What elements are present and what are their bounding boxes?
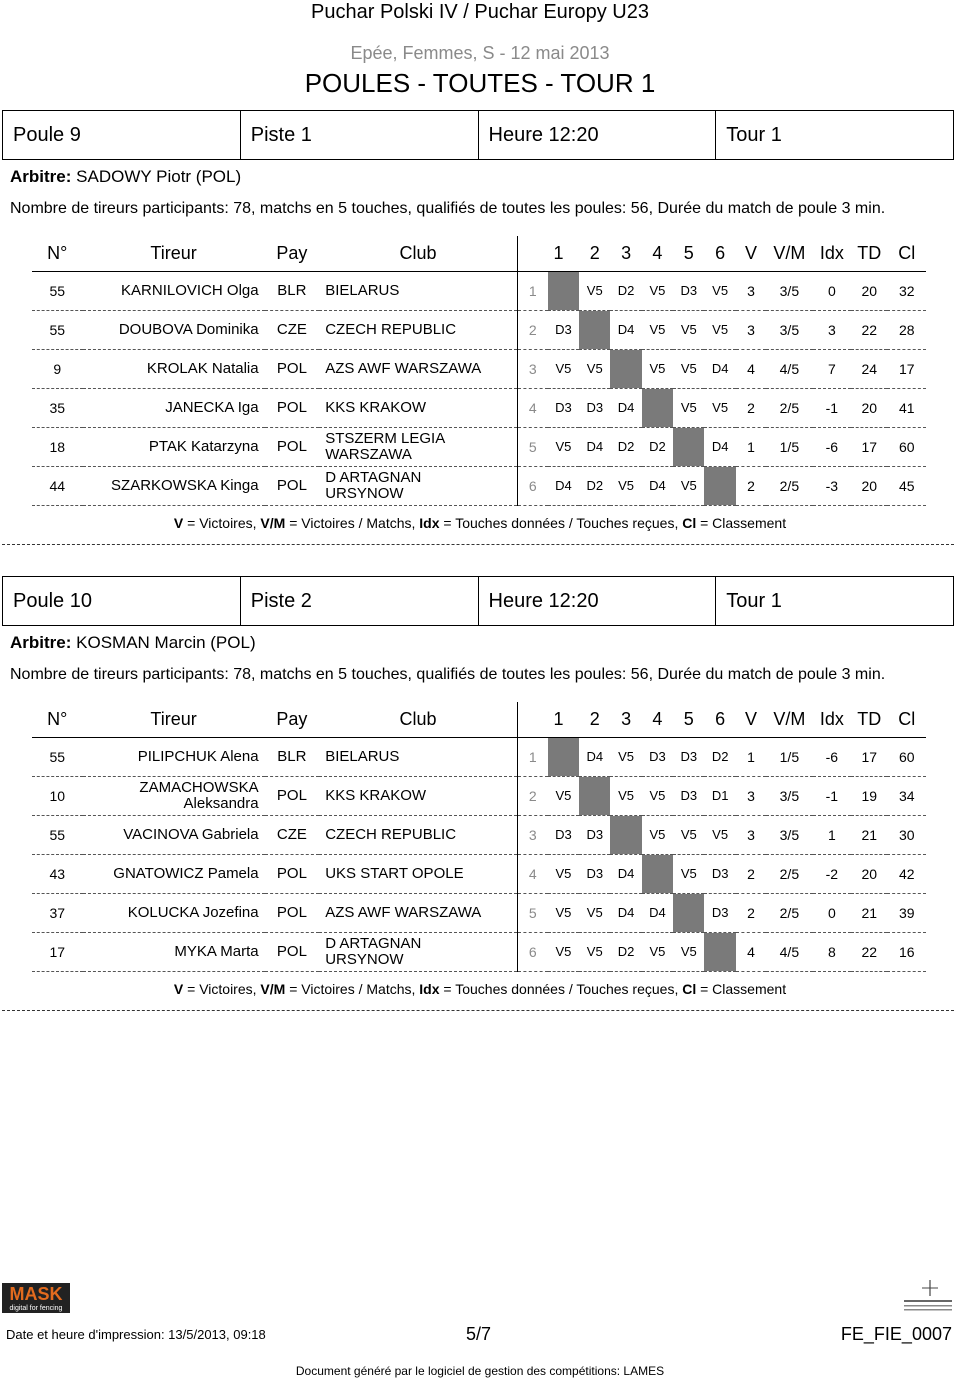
- pool-table: [32, 236, 926, 506]
- bout-result: V5: [673, 933, 704, 972]
- bout-result: D2: [704, 738, 735, 777]
- stat-v: 2: [736, 467, 766, 506]
- stat-idx: -6: [813, 428, 851, 467]
- bout-result: V5: [548, 933, 579, 972]
- fencer-club: STSZERM LEGIA WARSZAWA: [319, 428, 517, 467]
- bout-cell-self: [579, 311, 610, 350]
- stat-v: 1: [736, 428, 766, 467]
- bout-result: V5: [610, 467, 641, 506]
- legend: V = Victoires, V/M = Victoires / Matchs, Idx = Touches données / Touches reçues, Cl = Classement: [173, 515, 787, 531]
- bout-result: V5: [642, 311, 673, 350]
- bout-result: V5: [642, 350, 673, 389]
- stat-td: 17: [851, 428, 887, 467]
- document-title: Puchar Polski IV / Puchar Europy U23: [311, 1, 649, 23]
- column-header: N°: [32, 702, 83, 738]
- stat-td: 20: [851, 389, 887, 428]
- table-header-row: [32, 236, 926, 272]
- stat-vm: 4/5: [766, 350, 813, 389]
- column-header: 2: [579, 236, 610, 272]
- stat-idx: -1: [813, 777, 851, 816]
- bout-result: V5: [673, 855, 704, 894]
- fencer-country: POL: [265, 350, 320, 389]
- fencer-country: POL: [265, 389, 320, 428]
- mask-logo-subtext: digital for fencing: [9, 1305, 63, 1312]
- stat-vm: 3/5: [766, 311, 813, 350]
- bout-result: V5: [642, 816, 673, 855]
- fencer-country: BLR: [265, 738, 320, 777]
- fencer-name: KOLUCKA Jozefina: [83, 894, 265, 933]
- bout-result: D2: [642, 428, 673, 467]
- pool-position: 6: [517, 467, 547, 506]
- stat-v: 3: [736, 816, 766, 855]
- table-row: [32, 933, 926, 972]
- stat-idx: 1: [813, 816, 851, 855]
- stat-v: 2: [736, 855, 766, 894]
- pool-position: 4: [517, 389, 547, 428]
- fencer-name: PILIPCHUK Alena: [83, 738, 265, 777]
- column-header: Tireur: [83, 702, 265, 738]
- mask-logo: [2, 1283, 70, 1313]
- table-row: [32, 467, 926, 506]
- bout-result: D3: [704, 894, 735, 933]
- stat-cl: 32: [887, 272, 926, 311]
- poule-number: Poule 10: [3, 577, 241, 625]
- fencer-club: D ARTAGNAN URSYNOW: [319, 467, 517, 506]
- piste: Piste 2: [241, 577, 479, 625]
- stat-cl: 42: [887, 855, 926, 894]
- stat-td: 21: [851, 894, 887, 933]
- bout-result: V5: [704, 389, 735, 428]
- bout-result: D3: [579, 816, 610, 855]
- pool-position: 2: [517, 311, 547, 350]
- column-header: 2: [579, 702, 610, 738]
- stat-td: 21: [851, 816, 887, 855]
- stat-cl: 34: [887, 777, 926, 816]
- pool-info: Nombre de tireurs participants: 78, matchs en 5 touches, qualifiés de toutes les poules: 56, Durée du match de poule 3 min.: [10, 666, 886, 683]
- page-number: 5/7: [466, 1324, 492, 1344]
- stat-v: 4: [736, 350, 766, 389]
- stat-cl: 41: [887, 389, 926, 428]
- column-header: 6: [704, 702, 735, 738]
- bout-result: D4: [704, 350, 735, 389]
- arbitre-name: KOSMAN Marcin (POL): [76, 633, 256, 652]
- bout-result: D4: [704, 428, 735, 467]
- stat-cl: 45: [887, 467, 926, 506]
- stat-idx: -2: [813, 855, 851, 894]
- bout-result: V5: [642, 272, 673, 311]
- bout-result: V5: [610, 738, 641, 777]
- divider: [2, 1010, 954, 1011]
- heure: Heure 12:20: [479, 577, 717, 625]
- table-row: [32, 777, 926, 816]
- stat-v: 2: [736, 894, 766, 933]
- fencer-name: VACINOVA Gabriela: [83, 816, 265, 855]
- bout-cell-self: [548, 738, 579, 777]
- bout-result: D3: [579, 855, 610, 894]
- fencer-number: 18: [32, 428, 83, 467]
- stat-vm: 1/5: [766, 428, 813, 467]
- fencer-country: CZE: [265, 311, 320, 350]
- fencer-country: POL: [265, 894, 320, 933]
- table-row: [32, 311, 926, 350]
- fencer-number: 44: [32, 467, 83, 506]
- column-header: V: [736, 702, 766, 738]
- fencer-club: KKS KRAKOW: [319, 777, 517, 816]
- bout-result: V5: [579, 894, 610, 933]
- table-row: [32, 738, 926, 777]
- bout-result: D3: [642, 738, 673, 777]
- tour: Tour 1: [726, 589, 782, 612]
- stat-td: 22: [851, 933, 887, 972]
- stat-idx: -6: [813, 738, 851, 777]
- stat-v: 2: [736, 389, 766, 428]
- bout-result: D3: [673, 272, 704, 311]
- poule-header: [2, 576, 954, 626]
- column-header: Idx: [813, 702, 851, 738]
- fencer-number: 55: [32, 816, 83, 855]
- stat-vm: 2/5: [766, 467, 813, 506]
- fie-logo: [900, 1278, 956, 1314]
- fencer-name: SZARKOWSKA Kinga: [83, 467, 265, 506]
- bout-result: V5: [579, 350, 610, 389]
- generated-by: Document généré par le logiciel de gestion des compétitions: LAMES: [295, 1364, 665, 1378]
- bout-cell-self: [673, 428, 704, 467]
- stat-idx: 0: [813, 894, 851, 933]
- divider: [2, 544, 954, 545]
- arbitre-line: [10, 632, 256, 654]
- fencer-number: 43: [32, 855, 83, 894]
- stat-vm: 2/5: [766, 389, 813, 428]
- poule-header: [2, 110, 954, 160]
- fencer-number: 35: [32, 389, 83, 428]
- arbitre-line: [10, 166, 241, 188]
- column-header: Pay: [265, 702, 320, 738]
- table-row: [32, 894, 926, 933]
- fencer-number: 55: [32, 311, 83, 350]
- bout-result: V5: [673, 816, 704, 855]
- stat-cl: 60: [887, 428, 926, 467]
- column-header: 1: [517, 236, 579, 272]
- fencer-country: POL: [265, 855, 320, 894]
- fencer-club: AZS AWF WARSZAWA: [319, 350, 517, 389]
- fencer-name: DOUBOVA Dominika: [83, 311, 265, 350]
- column-header: Club: [319, 236, 517, 272]
- stat-cl: 16: [887, 933, 926, 972]
- fencer-name: PTAK Katarzyna: [83, 428, 265, 467]
- stat-cl: 39: [887, 894, 926, 933]
- stat-cl: 30: [887, 816, 926, 855]
- fencer-club: CZECH REPUBLIC: [319, 816, 517, 855]
- bout-cell-self: [704, 467, 735, 506]
- bout-cell-self: [579, 777, 610, 816]
- table-header-row: [32, 702, 926, 738]
- stat-v: 3: [736, 777, 766, 816]
- arbitre-label: Arbitre:: [10, 633, 72, 652]
- fencer-country: CZE: [265, 816, 320, 855]
- stat-vm: 4/5: [766, 933, 813, 972]
- stat-cl: 28: [887, 311, 926, 350]
- pool-position: 6: [517, 933, 547, 972]
- document-code: FE_FIE_0007: [840, 1324, 952, 1344]
- pool-position: 3: [517, 816, 547, 855]
- stat-v: 4: [736, 933, 766, 972]
- stat-idx: 8: [813, 933, 851, 972]
- bout-result: D4: [610, 894, 641, 933]
- column-header: Idx: [813, 236, 851, 272]
- stat-vm: 1/5: [766, 738, 813, 777]
- bout-result: D4: [579, 428, 610, 467]
- pool-position: 5: [517, 894, 547, 933]
- bout-result: V5: [673, 467, 704, 506]
- column-header: 5: [673, 236, 704, 272]
- stat-vm: 3/5: [766, 816, 813, 855]
- column-header: Cl: [887, 702, 926, 738]
- bout-result: V5: [704, 816, 735, 855]
- bout-cell-self: [642, 389, 673, 428]
- fencer-name: GNATOWICZ Pamela: [83, 855, 265, 894]
- stat-v: 1: [736, 738, 766, 777]
- column-header: V/M: [766, 702, 813, 738]
- bout-result: D4: [642, 467, 673, 506]
- bout-result: V5: [642, 777, 673, 816]
- column-header: Pay: [265, 236, 320, 272]
- stat-idx: -1: [813, 389, 851, 428]
- bout-result: V5: [579, 933, 610, 972]
- fencer-country: POL: [265, 777, 320, 816]
- column-header: V/M: [766, 236, 813, 272]
- bout-cell-self: [642, 855, 673, 894]
- bout-cell-self: [704, 933, 735, 972]
- bout-result: D2: [579, 467, 610, 506]
- fencer-number: 55: [32, 272, 83, 311]
- fencer-club: AZS AWF WARSZAWA: [319, 894, 517, 933]
- stat-vm: 3/5: [766, 272, 813, 311]
- bout-result: D3: [673, 777, 704, 816]
- bout-result: D4: [579, 738, 610, 777]
- bout-result: D4: [610, 389, 641, 428]
- bout-result: D2: [610, 272, 641, 311]
- fencer-number: 55: [32, 738, 83, 777]
- fencer-name: KROLAK Natalia: [83, 350, 265, 389]
- tour: Tour 1: [726, 123, 782, 146]
- bout-cell-self: [610, 816, 641, 855]
- table-row: [32, 428, 926, 467]
- bout-result: V5: [673, 389, 704, 428]
- bout-cell-self: [673, 894, 704, 933]
- arbitre-label: Arbitre:: [10, 167, 72, 186]
- bout-result: D3: [673, 738, 704, 777]
- bout-result: D2: [610, 428, 641, 467]
- column-header: 3: [610, 702, 641, 738]
- stat-td: 20: [851, 272, 887, 311]
- pool-position: 1: [517, 272, 547, 311]
- stat-idx: -3: [813, 467, 851, 506]
- fencer-name: MYKA Marta: [83, 933, 265, 972]
- bout-result: D4: [610, 311, 641, 350]
- bout-result: D3: [579, 389, 610, 428]
- table-row: [32, 389, 926, 428]
- fencer-club: BIELARUS: [319, 738, 517, 777]
- mask-logo-text: MASK: [9, 1284, 63, 1304]
- bout-result: V5: [704, 311, 735, 350]
- pool-position: 1: [517, 738, 547, 777]
- table-row: [32, 272, 926, 311]
- fencer-name: KARNILOVICH Olga: [83, 272, 265, 311]
- column-header: TD: [851, 702, 887, 738]
- bout-result: D4: [548, 467, 579, 506]
- fencer-number: 37: [32, 894, 83, 933]
- pool-position: 5: [517, 428, 547, 467]
- stat-idx: 0: [813, 272, 851, 311]
- pool-position: 3: [517, 350, 547, 389]
- stat-idx: 3: [813, 311, 851, 350]
- bout-result: V5: [673, 350, 704, 389]
- stat-td: 17: [851, 738, 887, 777]
- fencer-country: BLR: [265, 272, 320, 311]
- bout-result: V5: [610, 777, 641, 816]
- phase-title: POULES - TOUTES - TOUR 1: [304, 68, 656, 98]
- fencer-club: KKS KRAKOW: [319, 389, 517, 428]
- legend: V = Victoires, V/M = Victoires / Matchs, Idx = Touches données / Touches reçues, Cl = Classement: [173, 981, 787, 997]
- bout-result: V5: [548, 428, 579, 467]
- heure: Heure 12:20: [479, 111, 717, 159]
- pool-position: 4: [517, 855, 547, 894]
- bout-result: D3: [548, 389, 579, 428]
- document-subtitle: Epée, Femmes, S - 12 mai 2013: [350, 43, 610, 63]
- table-row: [32, 855, 926, 894]
- column-header: V: [736, 236, 766, 272]
- stat-v: 3: [736, 272, 766, 311]
- bout-result: D1: [704, 777, 735, 816]
- column-header: 3: [610, 236, 641, 272]
- column-header: 6: [704, 236, 735, 272]
- fencer-name: JANECKA Iga: [83, 389, 265, 428]
- column-header: Cl: [887, 236, 926, 272]
- fencer-club: D ARTAGNAN URSYNOW: [319, 933, 517, 972]
- stat-td: 20: [851, 855, 887, 894]
- piste: Piste 1: [241, 111, 479, 159]
- fencer-club: UKS START OPOLE: [319, 855, 517, 894]
- table-row: [32, 350, 926, 389]
- fencer-name: ZAMACHOWSKA Aleksandra: [83, 777, 265, 816]
- column-header: 1: [517, 702, 579, 738]
- table-row: [32, 816, 926, 855]
- bout-cell-self: [610, 350, 641, 389]
- fencer-number: 17: [32, 933, 83, 972]
- column-header: 4: [642, 702, 673, 738]
- stat-td: 24: [851, 350, 887, 389]
- fencer-country: POL: [265, 467, 320, 506]
- stat-td: 20: [851, 467, 887, 506]
- pool-position: 2: [517, 777, 547, 816]
- stat-cl: 17: [887, 350, 926, 389]
- bout-result: V5: [548, 855, 579, 894]
- fencer-number: 9: [32, 350, 83, 389]
- fencer-club: BIELARUS: [319, 272, 517, 311]
- stat-td: 19: [851, 777, 887, 816]
- fencer-country: POL: [265, 428, 320, 467]
- stat-vm: 3/5: [766, 777, 813, 816]
- bout-result: V5: [642, 933, 673, 972]
- bout-result: V5: [548, 350, 579, 389]
- stat-td: 22: [851, 311, 887, 350]
- stat-vm: 2/5: [766, 894, 813, 933]
- stat-idx: 7: [813, 350, 851, 389]
- fencer-number: 10: [32, 777, 83, 816]
- bout-cell-self: [548, 272, 579, 311]
- column-header: 5: [673, 702, 704, 738]
- column-header: Club: [319, 702, 517, 738]
- bout-result: D3: [548, 816, 579, 855]
- poule-number: Poule 9: [3, 111, 241, 159]
- bout-result: D3: [704, 855, 735, 894]
- stat-v: 3: [736, 311, 766, 350]
- column-header: TD: [851, 236, 887, 272]
- fencer-club: CZECH REPUBLIC: [319, 311, 517, 350]
- column-header: Tireur: [83, 236, 265, 272]
- bout-result: V5: [548, 777, 579, 816]
- print-date: Date et heure d'impression: 13/5/2013, 09:18: [6, 1327, 266, 1342]
- bout-result: D4: [610, 855, 641, 894]
- pool-table: [32, 702, 926, 972]
- bout-result: V5: [579, 272, 610, 311]
- bout-result: D2: [610, 933, 641, 972]
- column-header: N°: [32, 236, 83, 272]
- bout-result: V5: [673, 311, 704, 350]
- bout-result: D4: [642, 894, 673, 933]
- fencer-country: POL: [265, 933, 320, 972]
- arbitre-name: SADOWY Piotr (POL): [76, 167, 242, 186]
- column-header: 4: [642, 236, 673, 272]
- pool-info: Nombre de tireurs participants: 78, matchs en 5 touches, qualifiés de toutes les poules: 56, Durée du match de poule 3 min.: [10, 200, 886, 217]
- stat-cl: 60: [887, 738, 926, 777]
- bout-result: D3: [548, 311, 579, 350]
- bout-result: V5: [704, 272, 735, 311]
- stat-vm: 2/5: [766, 855, 813, 894]
- bout-result: V5: [548, 894, 579, 933]
